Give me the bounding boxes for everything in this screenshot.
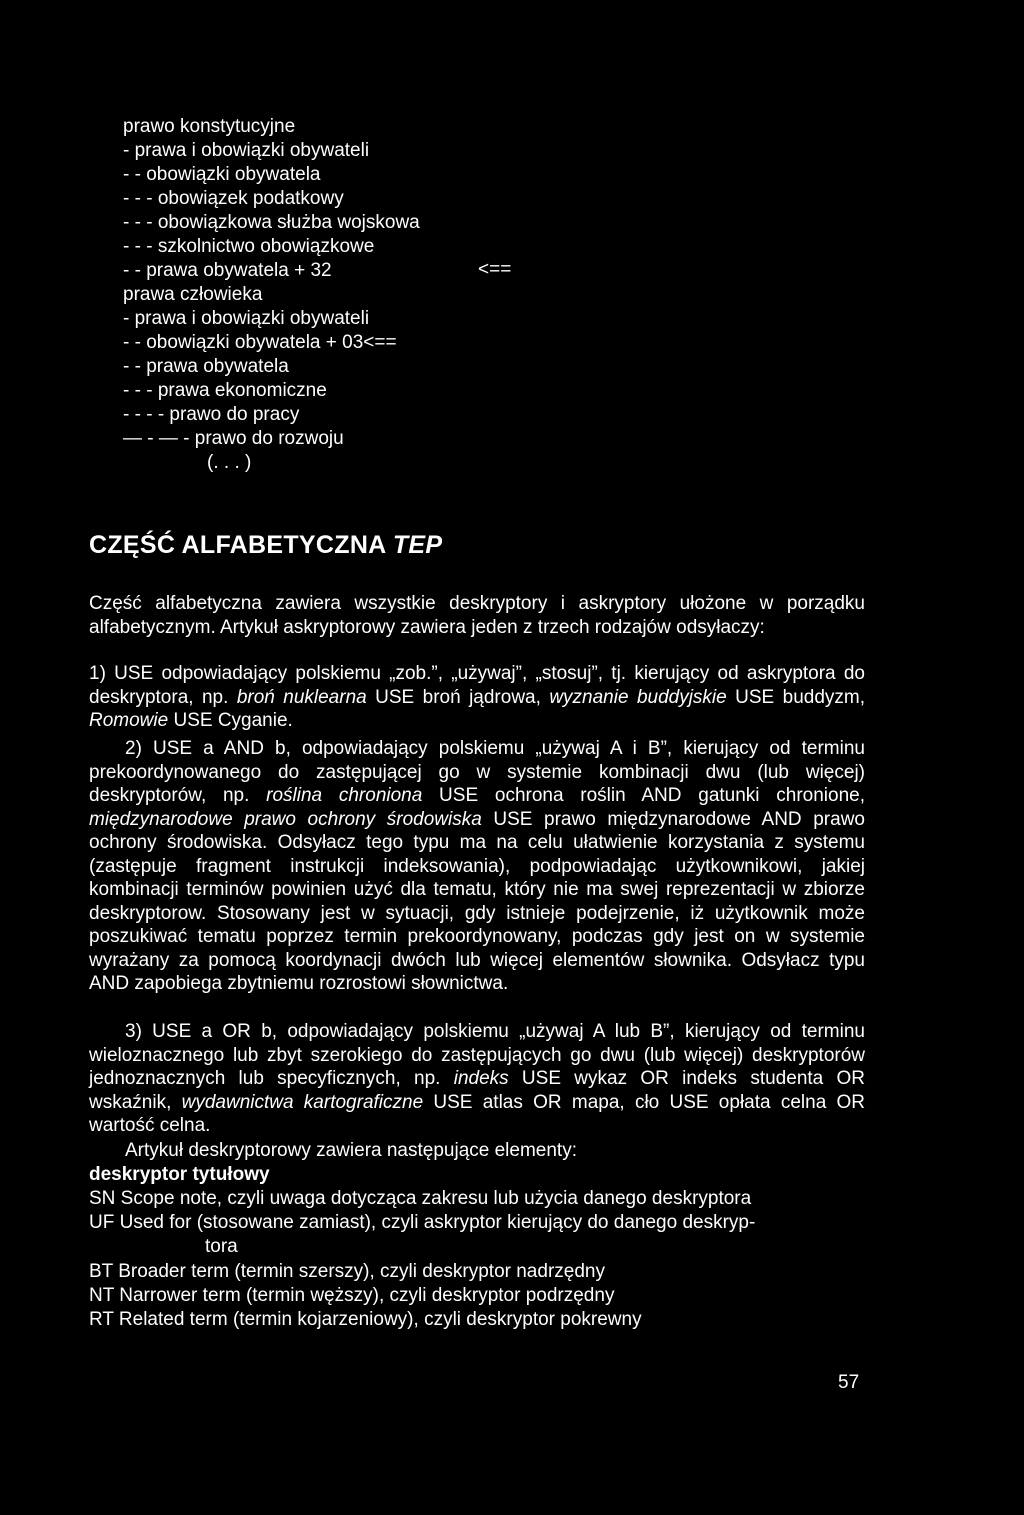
element-nt: NT Narrower term (termin węższy), czyli deskryptor podrzędny (89, 1285, 615, 1306)
tree-line: - - obowiązki obywatela + 03<== (123, 332, 397, 353)
paragraph-elements: Artykuł deskryptorowy zawiera następujące elementy: (125, 1140, 577, 1161)
text-run: USE prawo międzynarodowe AND prawo ochrony środowiska. Odsyłacz tego typu ma na celu ułatwienie korzystania z systemu (zastępuje fragment instrukcji indeksowania), podpowiadając użytkownikowi, jakiej kombinacji terminów powinien użyć dla tematu, który nie ma swej reprezentacji w zbiorze deskryptorow. Stosowany jest w sytuacji, gdy istnieje podejrzenie, iż użytkownik może poszukiwać tematu poprzez termin prekoordynowany, podczas gdy jest on w systemie wyrażany za pomocą koordynacji dwóch lub więcej elementów słownika. Odsyłacz typu AND zapobiega zbytniemu rozrostowi słownictwa. (89, 808, 865, 994)
tree-line: - - prawa obywatela (123, 356, 289, 377)
element-rt: RT Related term (termin kojarzeniowy), czyli deskryptor pokrewny (89, 1309, 642, 1330)
text-run: 1) USE odpowiadający polskiemu „zob.”, „używaj”, „stosuj”, tj. kierujący od askryptora do deskryptora, np. (89, 663, 865, 708)
tree-line: - - - prawa ekonomiczne (123, 380, 327, 401)
element-uf-continuation: tora (205, 1236, 238, 1257)
tree-ellipsis: (. . . ) (207, 452, 252, 473)
example-term: wyznanie buddyjskie (549, 686, 727, 708)
text-run: USE broń jądrowa, (366, 686, 550, 708)
text-run: USE ochrona roślin AND gatunki chronione, (422, 785, 865, 806)
tree-line: - - - obowiązek podatkowy (123, 188, 344, 209)
example-term: broń nuklearna (236, 686, 367, 708)
example-term: Romowie (89, 710, 169, 731)
text-run: USE wykaz OR indeks studenta OR wskaźnik, (89, 1068, 866, 1113)
text-run: 2) USE a AND b, odpowiadający polskiemu „używaj A i B”, kierujący od terminu prekoordynowanego do zastępującej go w systemie kombinacji dwu (lub więcej) deskryptorów, np. (89, 738, 865, 806)
section-heading (89, 531, 442, 560)
tree-line: - prawa i obowiązki obywateli (123, 308, 370, 329)
tree-line: — - — - prawo do rozwoju (123, 428, 344, 449)
paragraph-use-and (89, 737, 865, 996)
tree-line: - - - obowiązkowa służba wojskowa (123, 212, 420, 233)
paragraph-use-or (89, 1020, 865, 1138)
tree-line: - prawa i obowiązki obywateli (123, 140, 370, 161)
tree-line: - - prawa obywatela + 32 (123, 260, 332, 281)
example-term: wydawnictwa kartograficzne (181, 1091, 424, 1113)
tree-line: - - - szkolnictwo obowiązkowe (123, 236, 375, 257)
paragraph-use (89, 662, 865, 733)
element-uf: UF Used for (stosowane zamiast), czyli askryptor kierujący do danego deskryp- (89, 1212, 756, 1233)
text-run: USE Cyganie. (168, 710, 293, 731)
element-sn: SN Scope note, czyli uwaga dotycząca zakresu lub użycia danego deskryptora (89, 1188, 752, 1209)
section-heading-italic: TEP (392, 531, 443, 559)
text-run: 3) USE a OR b, odpowiadający polskiemu „używaj A lub B”, kierujący od terminu wieloznacznego lub zbyt szerokiego do zastępujących go dwu (lub więcej) deskryptorów jednoznacznych lub specyficznych, np. (89, 1021, 865, 1089)
tree-line: prawo konstytucyjne (123, 116, 296, 137)
example-term: roślina chroniona (266, 785, 423, 806)
tree-line: - - obowiązki obywatela (123, 164, 321, 185)
text-run: USE buddyzm, (726, 686, 865, 708)
reference-arrow: <== (478, 259, 512, 280)
element-bt: BT Broader term (termin szerszy), czyli deskryptor nadrzędny (89, 1261, 605, 1282)
section-heading-text: CZĘŚĆ ALFABETYCZNA (89, 531, 386, 559)
text-run: USE atlas OR mapa, cło USE opłata celna OR wartość celna. (89, 1091, 866, 1136)
tree-line: prawa człowieka (123, 284, 263, 305)
element-title: deskryptor tytułowy (89, 1164, 270, 1185)
paragraph-intro (89, 592, 865, 639)
example-term: międzynarodowe prawo ochrony środowiska (89, 808, 482, 830)
tree-line: - - - - prawo do pracy (123, 404, 300, 425)
example-term: indeks (453, 1068, 509, 1089)
paragraph-text: Część alfabetyczna zawiera wszystkie deskryptory i askryptory ułożone w porządku alfabetycznym. Artykuł askryptorowy zawiera jeden z trzech rodzajów odsyłaczy: (89, 593, 865, 638)
page-number: 57 (838, 1372, 860, 1393)
